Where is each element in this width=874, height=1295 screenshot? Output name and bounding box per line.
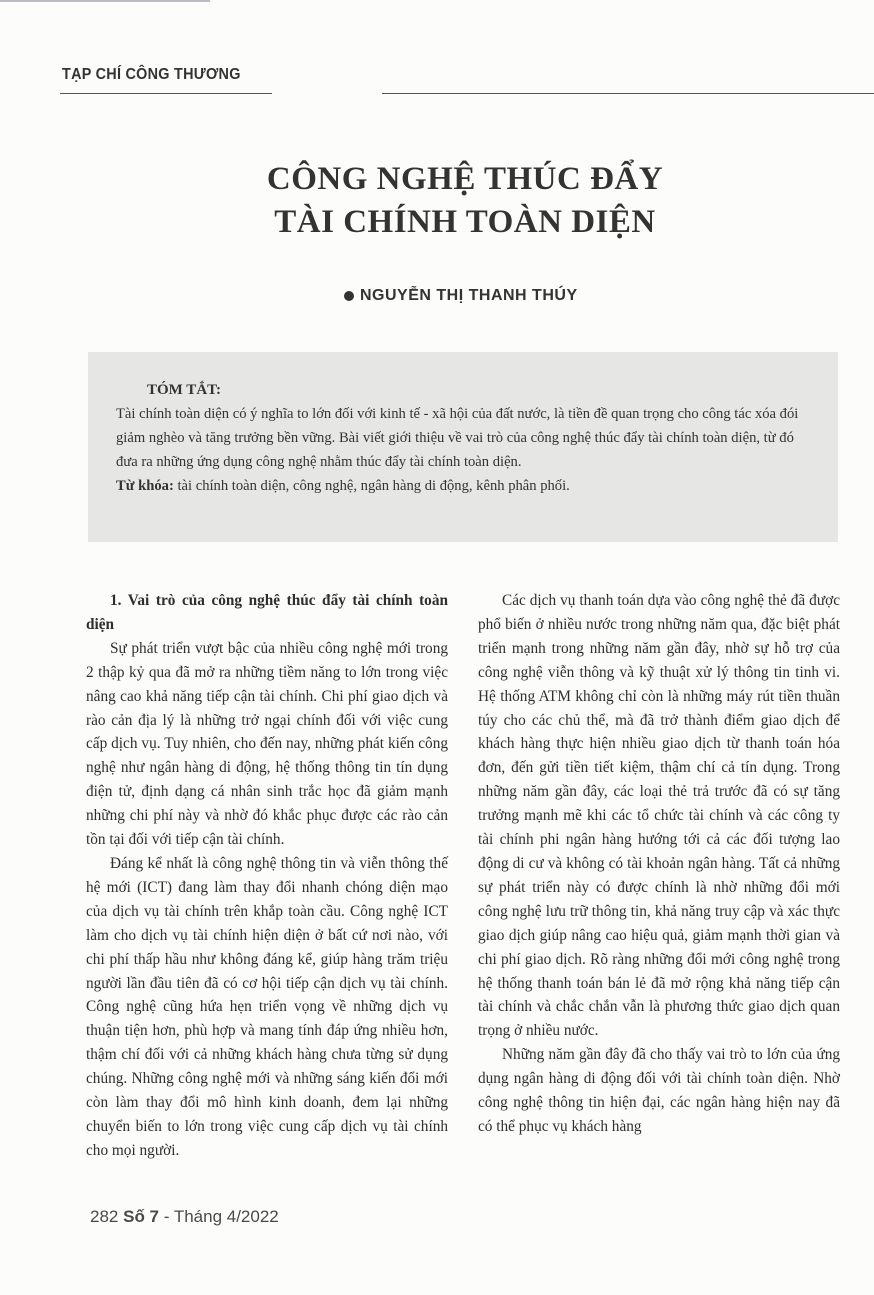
paragraph: Những năm gần đây đã cho thấy vai trò to lớn của ứng dụng ngân hàng di động đối với tài chính toàn diện. Nhờ công nghệ thông tin hiện đại, các ngân hàng hiện nay đã có thể phục vụ khách hàng xyxy=(478,1046,840,1135)
top-edge-rule xyxy=(0,0,210,2)
page-number: 282 xyxy=(90,1207,119,1226)
paragraph: Đáng kể nhất là công nghệ thông tin và viễn thông thế hệ mới (ICT) đang làm thay đổi nhanh chóng diện mạo của dịch vụ tài chính trên khắp toàn cầu. Công nghệ ICT làm cho dịch vụ tài chính hiện diện ở bất cứ nơi nào, với chi phí thấp hầu như không đáng kể, giúp hàng trăm triệu người lần đầu tiên đã có cơ hội tiếp cận dịch vụ tài chính. Công nghệ cũng hứa hẹn triển vọng về những dịch vụ thuận tiện hơn, phù hợp và mang tính đáp ứng nhiều hơn, thậm chí đối với cả những khách hàng chưa từng sử dụng chúng. Những công nghệ mới và những sáng kiến đổi mới còn làm thay đổi mô hình kinh doanh, đem lại những chuyển biến to lớn trong việc cung cấp dịch vụ tài chính cho mọi người. xyxy=(86,854,448,1159)
author-line xyxy=(344,287,578,305)
article-title-line-1: CÔNG NGHỆ THÚC ĐẨY xyxy=(266,161,664,197)
issue-date: - Tháng 4/2022 xyxy=(159,1207,279,1226)
section-heading: 1. Vai trò của công nghệ thúc đẩy tài chính toàn diện xyxy=(86,592,448,633)
bullet-icon xyxy=(344,291,354,301)
issue-number: Số 7 xyxy=(123,1207,160,1226)
keywords-list: tài chính toàn diện, công nghệ, ngân hàng di động, kênh phân phối. xyxy=(173,478,570,494)
page-footer xyxy=(90,1207,279,1227)
abstract-content xyxy=(116,378,812,498)
body-column-right xyxy=(478,589,840,1139)
author-name: NGUYỄN THỊ THANH THÚY xyxy=(360,287,578,304)
paragraph: Các dịch vụ thanh toán dựa vào công nghệ thẻ đã được phổ biến ở nhiều nước trong những năm qua, đặc biệt phát triển mạnh trong những năm gần đây, nhờ sự hỗ trợ của công nghệ viễn thông và kỹ thuật xử lý thông tin tinh vi. Hệ thống ATM không chỉ còn là những máy rút tiền thuần túy cho các chủ thể, mà đã trở thành điểm giao dịch để khách hàng thực hiện nhiều giao dịch từ thanh toán hóa đơn, đến gửi tiền tiết kiệm, thậm chí cả tín dụng. Trong những năm gần đây, các loại thẻ trả trước đã có sự tăng trưởng mạnh mẽ khi các tổ chức tài chính và các công ty tài chính phi ngân hàng hướng tới cả các đối tượng lao động di cư và không có tài khoản ngân hàng. Tất cả những sự phát triển này có được chính là nhờ những đổi mới công nghệ lưu trữ thông tin, khả năng truy cập và xác thực giao dịch giúp nâng cao hiệu quả, giảm mạnh thời gian và chi phí giao dịch. Rõ ràng những đổi mới công nghệ trong hệ thống thanh toán bán lẻ đã mở rộng khả năng tiếp cận tài chính và chắc chắn vẫn là phương thức giao dịch quan trọng ở nhiều nước. xyxy=(478,592,840,1040)
abstract-text: Tài chính toàn diện có ý nghĩa to lớn đối với kinh tế - xã hội của đất nước, là tiền đề quan trọng cho công tác xóa đói giảm nghèo và tăng trưởng bền vững. Bài viết giới thiệu về vai trò của công nghệ thúc đẩy tài chính toàn diện, từ đó đưa ra những ứng dụng công nghệ nhằm thúc đẩy tài chính toàn diện. xyxy=(116,406,799,470)
abstract-box xyxy=(88,352,838,542)
article-title xyxy=(0,158,874,244)
keywords xyxy=(116,474,812,498)
abstract-heading: TÓM TẮT: xyxy=(147,382,222,398)
article-title-line-2: TÀI CHÍNH TOÀN DIỆN xyxy=(274,204,656,240)
keywords-label: Từ khóa: xyxy=(116,478,174,494)
journal-name-underline xyxy=(60,93,272,94)
journal-name: TẠP CHÍ CÔNG THƯƠNG xyxy=(62,66,241,83)
paragraph: Sự phát triển vượt bậc của nhiều công nghệ mới trong 2 thập kỷ qua đã mở ra những tiềm năng to lớn trong việc nâng cao khả năng tiếp cận tài chính. Chi phí giao dịch và rào cản địa lý là những trở ngại chính đối với việc cung cấp dịch vụ. Tuy nhiên, cho đến nay, những phát kiến công nghệ như ngân hàng di động, hệ thống thông tin tín dụng điện tử, định dạng cá nhân sinh trắc học đã giảm mạnh những chi phí này và nhờ đó khắc phục được các rào cản tồn tại đối với tiếp cận tài chính. xyxy=(86,639,448,849)
body-column-left xyxy=(86,589,448,1163)
header-rule xyxy=(382,93,874,94)
